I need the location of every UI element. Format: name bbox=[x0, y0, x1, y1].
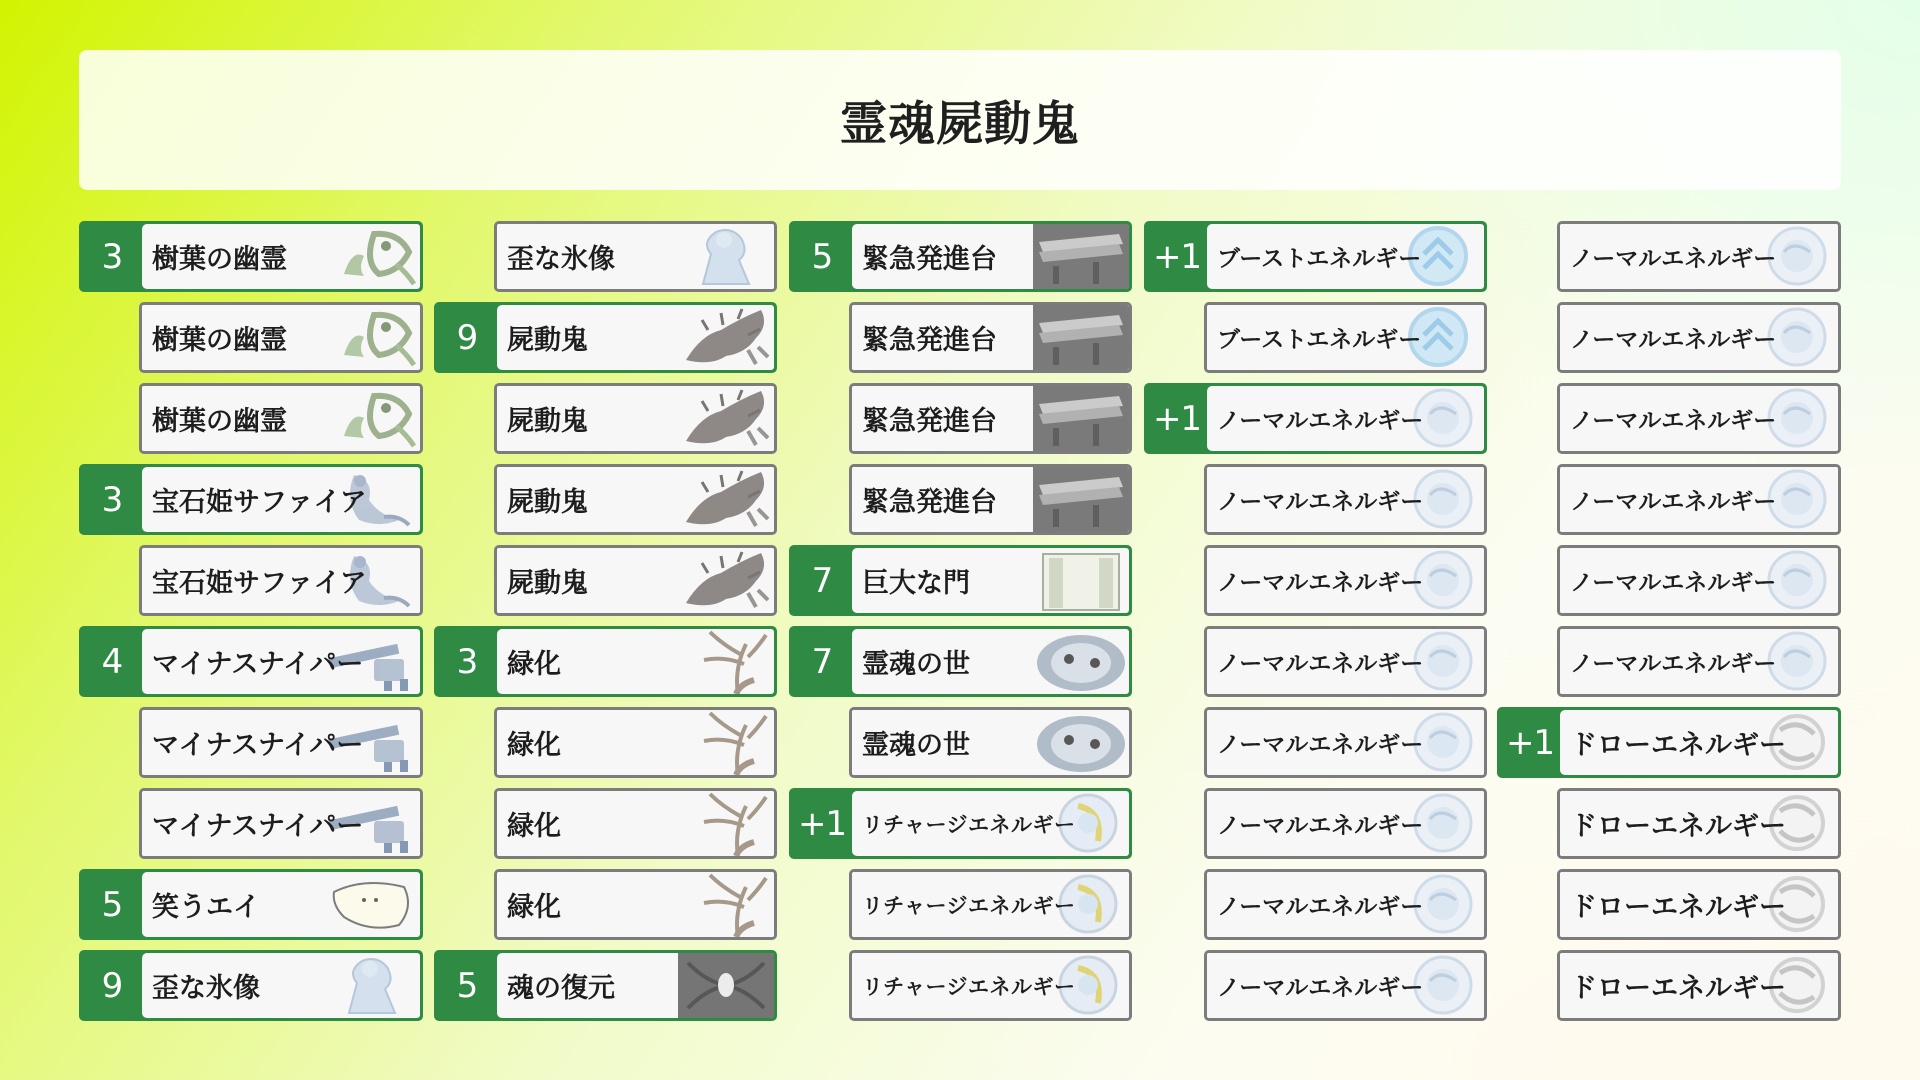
deck-card[interactable] bbox=[79, 221, 423, 292]
card-count-badge: 5 bbox=[101, 884, 123, 925]
card-body bbox=[1560, 791, 1838, 856]
deck-title: 霊魂屍動鬼 bbox=[840, 96, 1080, 152]
card-body bbox=[852, 467, 1129, 532]
card-name: ドローエネルギー bbox=[1570, 973, 1786, 1004]
card-count-badge: 9 bbox=[456, 317, 478, 358]
card-name: ドローエネルギー bbox=[1570, 892, 1786, 923]
card-body bbox=[1207, 629, 1484, 694]
card-name: 霊魂の世 bbox=[862, 730, 970, 761]
leaf-spirit-art bbox=[324, 386, 420, 451]
card-name: ノーマルエネルギー bbox=[1217, 489, 1424, 515]
card-body bbox=[497, 791, 774, 856]
card-count-badge: 7 bbox=[811, 560, 833, 601]
tree-art bbox=[678, 791, 774, 856]
deck-card[interactable] bbox=[849, 302, 1132, 373]
deck-card[interactable] bbox=[494, 707, 777, 778]
card-body bbox=[142, 710, 420, 775]
card-name: ノーマルエネルギー bbox=[1217, 894, 1424, 920]
ice-statue-art bbox=[324, 953, 420, 1018]
card-name: ドローエネルギー bbox=[1570, 811, 1786, 842]
leaf-spirit-art bbox=[324, 224, 420, 289]
card-name: 緊急発進台 bbox=[862, 244, 997, 275]
card-body bbox=[1207, 467, 1484, 532]
card-body bbox=[1560, 467, 1838, 532]
tree-art bbox=[678, 872, 774, 937]
card-name: ノーマルエネルギー bbox=[1570, 570, 1777, 596]
deck-card[interactable] bbox=[494, 869, 777, 940]
deck-card[interactable] bbox=[139, 788, 423, 859]
leaf-spirit-art bbox=[324, 305, 420, 370]
card-name: ブーストエネルギー bbox=[1217, 327, 1422, 353]
card-name: リチャージエネルギー bbox=[862, 893, 1076, 918]
card-body bbox=[1560, 953, 1838, 1018]
deck-card[interactable] bbox=[849, 869, 1132, 940]
card-body bbox=[142, 386, 420, 451]
deck-card[interactable] bbox=[1557, 302, 1841, 373]
deck-card[interactable] bbox=[1557, 545, 1841, 616]
card-name: リチャージエネルギー bbox=[862, 812, 1076, 837]
card-body bbox=[497, 224, 774, 289]
ice-statue-art bbox=[678, 224, 774, 289]
deck-card[interactable] bbox=[494, 221, 777, 292]
deck-card[interactable] bbox=[139, 383, 423, 454]
card-body bbox=[1560, 305, 1838, 370]
card-body bbox=[497, 710, 774, 775]
deck-card[interactable] bbox=[1557, 221, 1841, 292]
card-name: 樹葉の幽霊 bbox=[152, 406, 287, 437]
deck-card[interactable] bbox=[1557, 950, 1841, 1021]
card-body bbox=[852, 305, 1129, 370]
deck-card[interactable] bbox=[434, 950, 777, 1021]
card-count-badge: 3 bbox=[101, 479, 123, 520]
card-name: ノーマルエネルギー bbox=[1570, 327, 1777, 353]
card-body bbox=[1560, 386, 1838, 451]
deck-card[interactable] bbox=[79, 464, 423, 535]
card-name: 緑化 bbox=[507, 892, 561, 923]
card-name: 緊急発進台 bbox=[862, 406, 997, 437]
card-body bbox=[1560, 629, 1838, 694]
deck-card[interactable] bbox=[494, 545, 777, 616]
deck-card[interactable] bbox=[79, 869, 423, 940]
deck-card[interactable] bbox=[434, 302, 777, 373]
card-name: 屍動鬼 bbox=[507, 487, 588, 518]
card-name: ノーマルエネルギー bbox=[1570, 651, 1777, 677]
card-body bbox=[852, 953, 1129, 1018]
card-body bbox=[1560, 548, 1838, 613]
card-name: ブーストエネルギー bbox=[1217, 246, 1422, 272]
corpse-ghoul-art bbox=[678, 305, 774, 370]
card-body bbox=[142, 791, 420, 856]
card-body bbox=[142, 467, 420, 532]
card-count-badge: 4 bbox=[101, 641, 123, 682]
deck-card[interactable] bbox=[494, 383, 777, 454]
deck-card[interactable] bbox=[494, 788, 777, 859]
card-count-badge: +1 bbox=[797, 803, 847, 844]
deck-card[interactable] bbox=[1557, 788, 1841, 859]
card-body bbox=[142, 629, 420, 694]
deck-card[interactable] bbox=[1204, 788, 1487, 859]
deck-card[interactable] bbox=[849, 464, 1132, 535]
corpse-ghoul-art bbox=[678, 467, 774, 532]
card-count-badge: 9 bbox=[101, 965, 123, 1006]
card-count-badge: 5 bbox=[811, 236, 833, 277]
deck-card[interactable] bbox=[79, 626, 423, 697]
card-name: 緊急発進台 bbox=[862, 325, 997, 356]
deck-card[interactable] bbox=[849, 950, 1132, 1021]
card-name: 屍動鬼 bbox=[507, 406, 588, 437]
deck-card[interactable] bbox=[1204, 545, 1487, 616]
card-name: 樹葉の幽霊 bbox=[152, 244, 287, 275]
card-body bbox=[1560, 710, 1838, 775]
deck-card[interactable] bbox=[789, 545, 1132, 616]
corpse-ghoul-art bbox=[678, 386, 774, 451]
card-name: 樹葉の幽霊 bbox=[152, 325, 287, 356]
ray-art bbox=[324, 872, 420, 937]
card-body bbox=[852, 629, 1129, 694]
card-name: マイナスナイパー bbox=[152, 811, 364, 842]
card-body bbox=[1207, 548, 1484, 613]
card-name: ノーマルエネルギー bbox=[1570, 408, 1777, 434]
card-name: 緑化 bbox=[507, 811, 561, 842]
card-name: リチャージエネルギー bbox=[862, 974, 1076, 999]
deck-card[interactable] bbox=[1204, 707, 1487, 778]
spirit-world-art bbox=[1033, 710, 1129, 775]
deck-card[interactable] bbox=[1204, 626, 1487, 697]
card-body bbox=[497, 629, 774, 694]
card-name: ノーマルエネルギー bbox=[1217, 651, 1424, 677]
card-body bbox=[1560, 872, 1838, 937]
card-name: 緑化 bbox=[507, 730, 561, 761]
card-body bbox=[1207, 224, 1484, 289]
spirit-world-art bbox=[1033, 629, 1129, 694]
card-count-badge: +1 bbox=[1152, 398, 1202, 439]
card-count-badge: 7 bbox=[811, 641, 833, 682]
card-body bbox=[1207, 710, 1484, 775]
card-body bbox=[1207, 791, 1484, 856]
card-name: ノーマルエネルギー bbox=[1570, 489, 1777, 515]
card-body bbox=[852, 791, 1129, 856]
deck-card[interactable] bbox=[139, 302, 423, 373]
deck-card[interactable] bbox=[789, 221, 1132, 292]
launch-pad-art bbox=[1033, 224, 1129, 289]
corpse-ghoul-art bbox=[678, 548, 774, 613]
deck-card[interactable] bbox=[139, 545, 423, 616]
card-name: ノーマルエネルギー bbox=[1217, 570, 1424, 596]
deck-card[interactable] bbox=[1144, 383, 1487, 454]
card-body bbox=[852, 386, 1129, 451]
card-name: 歪な氷像 bbox=[152, 973, 260, 1004]
tree-art bbox=[678, 710, 774, 775]
card-count-badge: 5 bbox=[456, 965, 478, 1006]
card-name: 霊魂の世 bbox=[862, 649, 970, 680]
card-name: 緑化 bbox=[507, 649, 561, 680]
card-name: ノーマルエネルギー bbox=[1217, 732, 1424, 758]
deck-card[interactable] bbox=[79, 950, 423, 1021]
card-name: 宝石姫サファイア bbox=[152, 568, 367, 599]
card-body bbox=[497, 953, 774, 1018]
card-body bbox=[1207, 386, 1484, 451]
card-body bbox=[497, 305, 774, 370]
card-name: ノーマルエネルギー bbox=[1217, 408, 1424, 434]
soul-restore-art bbox=[678, 953, 774, 1018]
deck-card[interactable] bbox=[1204, 464, 1487, 535]
card-body bbox=[142, 872, 420, 937]
card-body bbox=[852, 872, 1129, 937]
card-name: 緊急発進台 bbox=[862, 487, 997, 518]
card-body bbox=[497, 548, 774, 613]
card-name: マイナスナイパー bbox=[152, 730, 364, 761]
card-body bbox=[1207, 305, 1484, 370]
deck-card[interactable] bbox=[849, 383, 1132, 454]
deck-card[interactable] bbox=[1204, 950, 1487, 1021]
deck-card[interactable] bbox=[789, 626, 1132, 697]
deck-card[interactable] bbox=[849, 707, 1132, 778]
deck-card[interactable] bbox=[1557, 869, 1841, 940]
card-name: マイナスナイパー bbox=[152, 649, 364, 680]
card-body bbox=[142, 305, 420, 370]
deck-card[interactable] bbox=[1497, 707, 1841, 778]
card-body bbox=[852, 224, 1129, 289]
card-body bbox=[1560, 224, 1838, 289]
card-name: 屍動鬼 bbox=[507, 568, 588, 599]
launch-pad-art bbox=[1033, 305, 1129, 370]
card-count-badge: +1 bbox=[1505, 722, 1555, 763]
card-body bbox=[142, 548, 420, 613]
card-body bbox=[142, 953, 420, 1018]
deck-card[interactable] bbox=[1204, 302, 1487, 373]
card-body bbox=[852, 710, 1129, 775]
card-body bbox=[142, 224, 420, 289]
deck-card[interactable] bbox=[139, 707, 423, 778]
card-count-badge: +1 bbox=[1152, 236, 1202, 277]
card-body bbox=[497, 386, 774, 451]
launch-pad-art bbox=[1033, 467, 1129, 532]
card-body bbox=[497, 467, 774, 532]
deck-card[interactable] bbox=[1557, 464, 1841, 535]
deck-card[interactable] bbox=[1557, 383, 1841, 454]
card-count-badge: 3 bbox=[456, 641, 478, 682]
deck-card[interactable] bbox=[1144, 221, 1487, 292]
card-name: 宝石姫サファイア bbox=[152, 487, 367, 518]
card-name: 巨大な門 bbox=[862, 568, 970, 599]
card-name: 歪な氷像 bbox=[507, 244, 615, 275]
deck-card[interactable] bbox=[789, 788, 1132, 859]
card-name: ドローエネルギー bbox=[1570, 730, 1786, 761]
deck-card[interactable] bbox=[1557, 626, 1841, 697]
card-name: 笑うエイ bbox=[152, 892, 260, 923]
tree-art bbox=[678, 629, 774, 694]
card-name: 屍動鬼 bbox=[507, 325, 588, 356]
card-name: ノーマルエネルギー bbox=[1217, 813, 1424, 839]
card-body bbox=[497, 872, 774, 937]
card-name: ノーマルエネルギー bbox=[1217, 975, 1424, 1001]
card-name: 魂の復元 bbox=[507, 973, 615, 1004]
deck-card[interactable] bbox=[1204, 869, 1487, 940]
card-body bbox=[1207, 953, 1484, 1018]
card-body bbox=[852, 548, 1129, 613]
card-name: ノーマルエネルギー bbox=[1570, 246, 1777, 272]
card-count-badge: 3 bbox=[101, 236, 123, 277]
deck-card[interactable] bbox=[494, 464, 777, 535]
card-body bbox=[1207, 872, 1484, 937]
gate-art bbox=[1033, 548, 1129, 613]
deck-card[interactable] bbox=[434, 626, 777, 697]
launch-pad-art bbox=[1033, 386, 1129, 451]
